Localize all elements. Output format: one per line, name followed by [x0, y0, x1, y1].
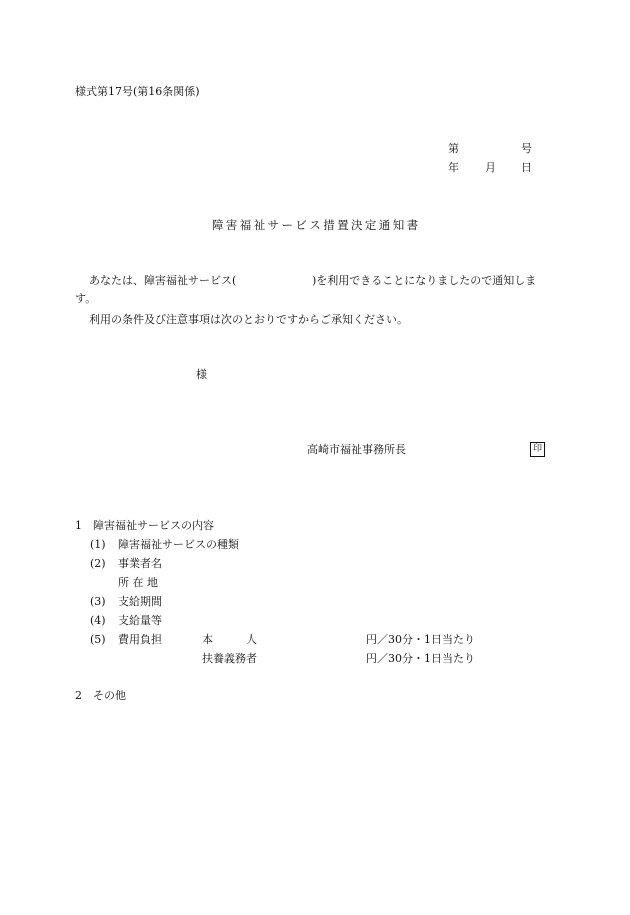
item-label: 障害福祉サービスの種類 [118, 538, 239, 551]
section1-heading: 1 障害福祉サービスの内容 [75, 519, 214, 532]
number-dai: 第 [448, 142, 459, 155]
section2-heading: 2 その他 [75, 689, 126, 702]
cost-guardian-label: 扶養義務者 [202, 652, 257, 665]
item-label: 費用負担 [118, 633, 162, 646]
item-num: (2) [90, 557, 106, 570]
item-num: (3) [90, 595, 106, 608]
item-num: (1) [90, 538, 106, 551]
body-line1-a: あなたは、障害福祉サービス( [89, 274, 237, 287]
item-num: (5) [90, 633, 106, 646]
cost-self-unit: 円／30分・1日当たり [366, 633, 475, 646]
item-label: 事業者名 [118, 557, 162, 570]
body-line2: す。 [75, 292, 97, 305]
body-line3: 利用の条件及び注意事項は次のとおりですからご承知ください。 [89, 313, 408, 326]
issuer: 高崎市福祉事務所長 [307, 443, 406, 456]
item-label: 所 在 地 [118, 576, 158, 589]
document-title: 障害福祉サービス措置決定通知書 [212, 218, 421, 232]
number-go: 号 [521, 142, 532, 155]
date-day: 日 [521, 161, 532, 174]
item-num: (4) [90, 614, 106, 627]
date-month: 月 [485, 161, 496, 174]
seal-mark: 印 [530, 442, 545, 457]
body-line1-b: )を利用できることになりましたので通知しま [312, 274, 537, 287]
item-label: 支給期間 [118, 595, 162, 608]
item-label: 支給量等 [118, 614, 162, 627]
cost-guardian-unit: 円／30分・1日当たり [366, 652, 475, 665]
addressee-suffix: 様 [196, 368, 207, 381]
date-year: 年 [448, 161, 459, 174]
cost-self-label: 本 人 [202, 633, 257, 646]
form-label: 様式第17号(第16条関係) [75, 85, 200, 98]
